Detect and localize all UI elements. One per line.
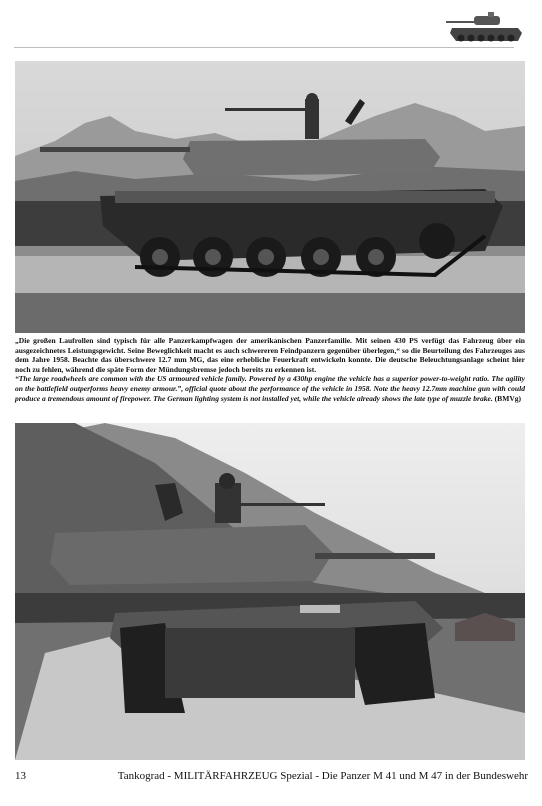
running-title: Tankograd - MILITÄRFAHRZEUG Spezial - Die Panzer M 41 und M 47 in der Bundeswehr — [117, 770, 528, 782]
photo-tank-front-view — [15, 423, 525, 760]
caption-german: „Die großen Laufrollen sind typisch für alle Panzerkampfwagen der amerikanischen Panzerfamilie. Mit seinen 430 PS verfügt das Fahrzeug über ein ausgezeichnetes Leistungsgewicht. Seine Beweglichkeit macht es auch schwereren Feindpanzern gegenüber überlegen,“ so die Beurteilung des Fahrzeuges aus dem Jahre 1958. Beachte das überschwere 12.7 mm MG, das eine erhebliche Feuerkraft entwickeln konnte. Die deutsche Beleuchtungsanlage scheint hier noch zu fehlen, während die späte Form der Mündungsbremse jedoch bereits zu erkennen ist. — [15, 336, 525, 374]
page-number: 13 — [15, 770, 26, 782]
photo-source: (BMVg) — [494, 393, 522, 403]
header-rule — [14, 47, 514, 48]
photo-caption — [15, 336, 525, 403]
photo-tank-side-view — [15, 61, 525, 333]
tank-silhouette-icon — [444, 8, 526, 50]
caption-english-text: “The large roadwheels are common with the US armoured vehicle family. Powered by a 430hp engine the vehicle has a superior power-to-weight ratio. The agility on the battlefield outperforms heavy enemy armour.”, official quote about the performance of the vehicle in 1958. Note the heavy 12.7mm machine gun with could produce a tremendous amount of firepower. The German lighting system is not installed yet, while the vehicle already shows the late type of muzzle brake. — [15, 374, 525, 403]
caption-english — [15, 374, 525, 403]
